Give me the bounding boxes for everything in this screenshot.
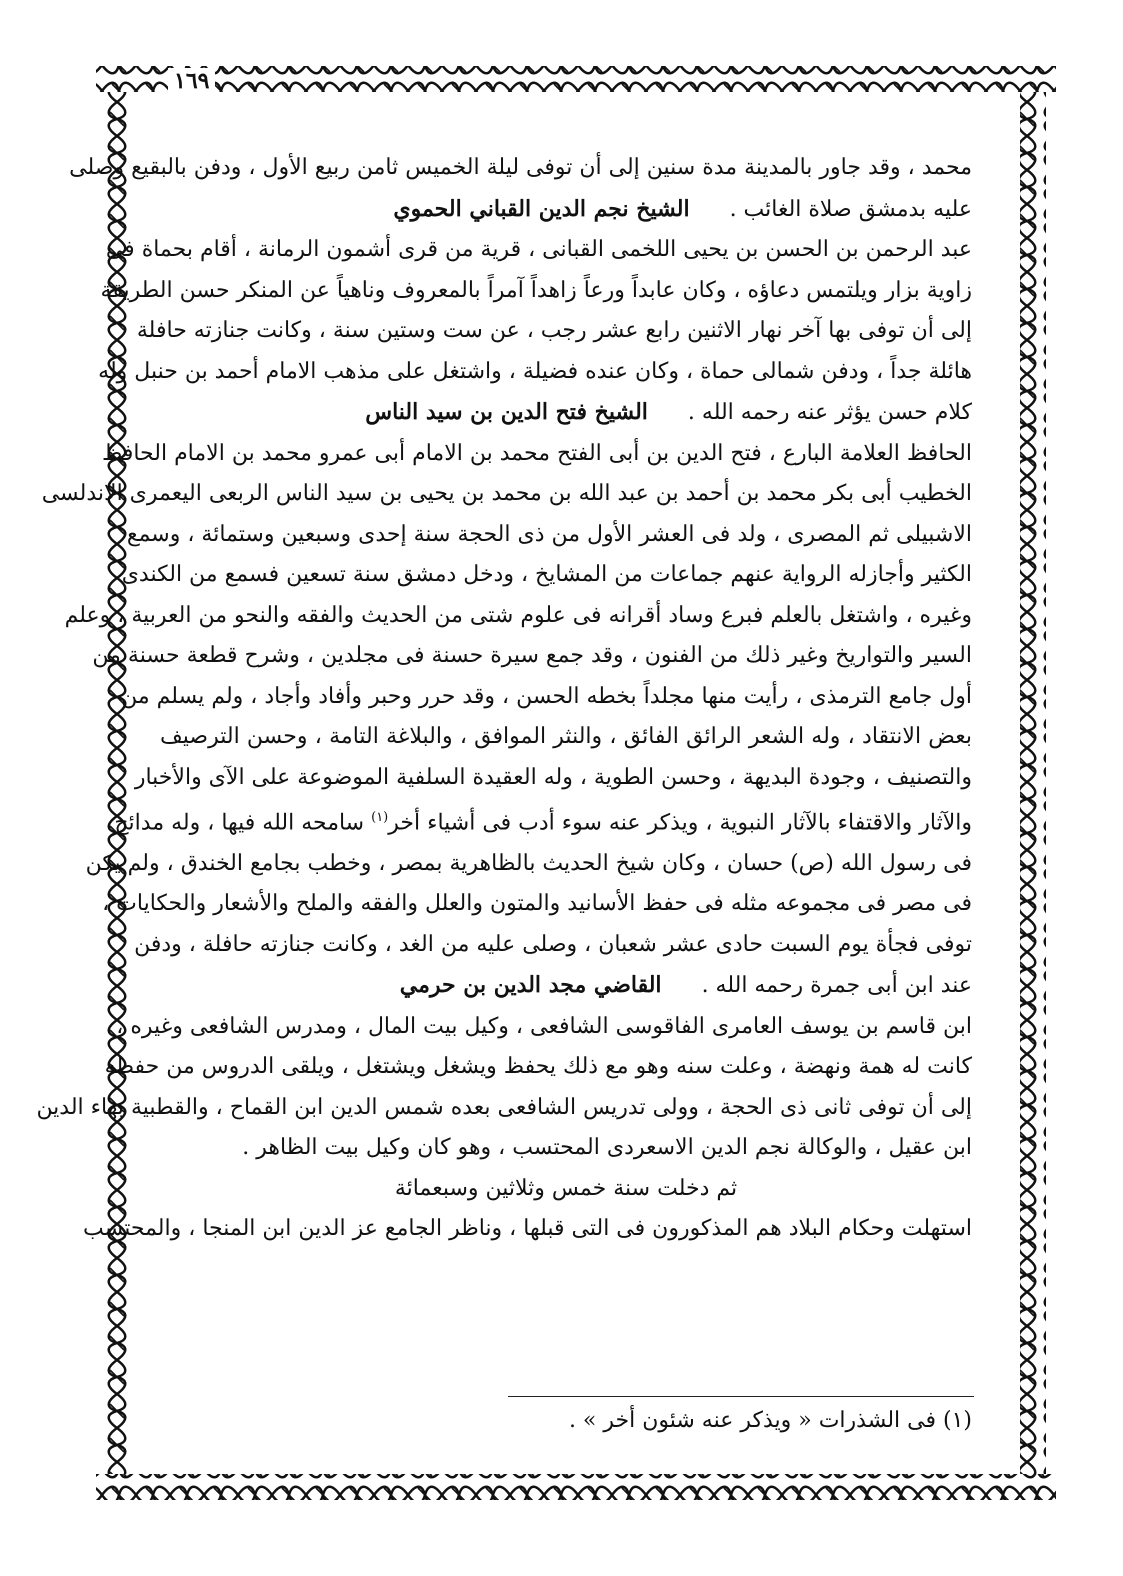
- text-line: والتصنيف ، وجودة البديهة ، وحسن الطوية ، وله العقيدة السلفية الموضوعة على الآى والأخبار: [134, 764, 972, 790]
- text-fragment: عند ابن أبى جمرة رحمه الله .: [701, 973, 972, 999]
- text-line: ابن قاسم بن يوسف العامرى الفاقوسى الشافعى ، وكيل بيت المال ، ومدرس الشافعى وغيره ،: [116, 1013, 972, 1039]
- text-line: عبد الرحمن بن الحسن بن يحيى اللخمى القبانى ، قرية من قرى أشمون الرمانة ، أقام بحماة فى: [105, 237, 972, 262]
- text-fragment: عليه بدمشق صلاة الغائب .: [729, 196, 972, 222]
- text-line: محمد ، وقد جاور بالمدينة مدة سنين إلى أن توفى ليلة الخميس ثامن ربيع الأول ، ودفن بالبقيع وصلى: [69, 155, 972, 180]
- text-line: إلى أن توفى بها آخر نهار الاثنين رابع عشر رجب ، عن ست وستين سنة ، وكانت جنازته حافلة: [136, 318, 972, 343]
- text-line: زاوية بزار ويلتمس دعاؤه ، وكان عابداً ورعاً زاهداً آمراً بالمعروف وناهياً عن المنكر حسن الطريقة: [100, 277, 972, 303]
- text-line: إلى أن توفى ثانى ذى الحجة ، وولى تدريس الشافعى بعده شمس الدين ابن القماح ، والقطبية بهاء الدين: [36, 1094, 972, 1120]
- text-line: السير والتواريخ وغير ذلك من الفنون ، وقد جمع سيرة حسنة فى مجلدين ، وشرح قطعة حسنة من: [92, 643, 972, 668]
- text-line: [160, 392, 972, 434]
- text-line: توفى فجأة يوم السبت حادى عشر شعبان ، وصلى عليه من الغد ، وكانت جنازته حافلة ، ودفن: [134, 931, 972, 957]
- text-fragment: والآثار والاقتفاء بالآثار النبوية ، ويذكر عنه سوء أدب فى أشياء أخر: [388, 810, 972, 836]
- text-line: وغيره ، واشتغل بالعلم فبرع وساد أقرانه فى علوم شتى من الحديث والفقه والنحو من العربية ، وعلم: [64, 602, 972, 628]
- year-heading: ثم دخلت سنة خمس وثلاثين وسبعمائة: [394, 1175, 738, 1201]
- text-fragment: سامحه الله فيها ، وله مدائح: [114, 810, 372, 836]
- footnote-separator: [508, 1396, 974, 1397]
- page-number: ١٦٩: [168, 68, 215, 94]
- section-heading: الشيخ نجم الدين القباني الحموي: [393, 195, 690, 222]
- text-line: [114, 798, 972, 844]
- text-line: ابن عقيل ، والوكالة نجم الدين الاسعردى المحتسب ، وهو كان وكيل بيت الظاهر .: [242, 1135, 972, 1161]
- text-line: [160, 965, 972, 1007]
- footnote: (١) فى الشذرات « ويذكر عنه شئون أخر » .: [568, 1408, 972, 1433]
- text-line: استهلت وحكام البلاد هم المذكورون فى التى قبلها ، وناظر الجامع عز الدين ابن المنجا ، والمحتسب: [83, 1216, 972, 1242]
- text-line: أول جامع الترمذى ، رأيت منها مجلداً بخطه الحسن ، وقد حرر وحبر وأفاد وأجاد ، ولم يسلم من: [121, 683, 972, 709]
- text-fragment: كلام حسن يؤثر عنه رحمه الله .: [687, 400, 972, 425]
- text-line: كانت له همة ونهضة ، وعلت سنه وهو مع ذلك يحفظ ويشغل ويشتغل ، ويلقى الدروس من حفظه: [104, 1054, 972, 1080]
- text-line: بعض الانتقاد ، وله الشعر الرائق الفائق ، والنثر الموافق ، والبلاغة التامة ، وحسن الترصيف: [160, 724, 972, 749]
- section-heading: الشيخ فتح الدين بن سيد الناس: [365, 399, 648, 425]
- section-heading: القاضي مجد الدين بن حرمي: [399, 972, 662, 999]
- footnote-marker: (١): [371, 810, 389, 825]
- text-line: هائلة جداً ، ودفن شمالى حماة ، وكان عنده فضيلة ، واشتغل على مذهب الامام أحمد بن حنبل وله: [98, 358, 972, 384]
- text-line: الاشبيلى ثم المصرى ، ولد فى العشر الأول من ذى الحجة سنة إحدى وسبعين وستمائة ، وسمع: [126, 521, 972, 547]
- text-line: فى مصر فى مجموعه مثله فى حفظ الأسانيد والمتون والعلل والفقه والملح والأشعار والحكايات ،: [102, 891, 972, 917]
- main-text: [36, 148, 972, 1250]
- text-line: الخطيب أبى بكر محمد بن أحمد بن عبد الله بن محمد بن يحيى بن سيد الناس الربعى اليعمرى الاندلسى: [41, 481, 972, 506]
- text-line: الكثير وأجازله الرواية عنهم جماعات من المشايخ ، ودخل دمشق سنة تسعين فسمع من الكندى: [121, 562, 972, 587]
- text-line: الحافظ العلامة البارع ، فتح الدين بن أبى الفتح محمد بن الامام أبى عمرو محمد بن الامام الحافظ: [101, 440, 972, 466]
- text-line: فى رسول الله (ص) حسان ، وكان شيخ الحديث بالظاهرية بمصر ، وخطب بجامع الخندق ، ولم يكن: [85, 850, 972, 876]
- text-line: [160, 189, 972, 231]
